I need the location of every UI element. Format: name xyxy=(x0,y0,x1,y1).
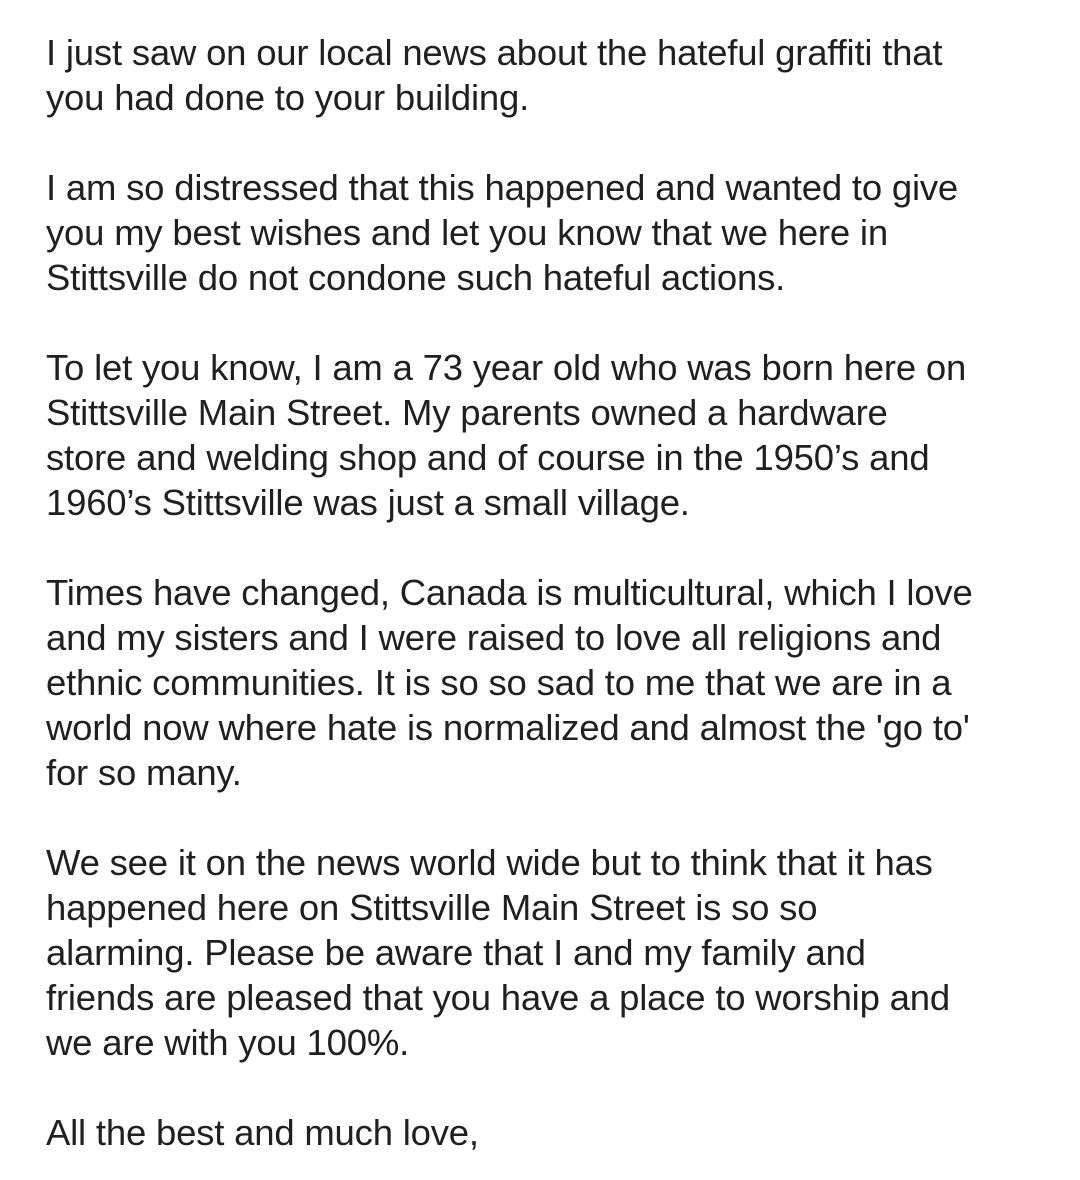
text-line: Times have changed, Canada is multicultural, which I love xyxy=(46,572,973,613)
text-line: To let you know, I am a 73 year old who was born here on xyxy=(46,347,967,388)
text-line: Stittsville Main Street. My parents owned a hardware xyxy=(46,392,888,433)
text-line: Stittsville do not condone such hateful actions. xyxy=(46,257,786,298)
text-line: alarming. Please be aware that I and my family and xyxy=(46,932,866,973)
letter-body xyxy=(46,30,1046,1155)
paragraph-4 xyxy=(46,570,1046,795)
text-line: store and welding shop and of course in the 1950’s and xyxy=(46,437,930,478)
text-line: All the best and much love, xyxy=(46,1112,479,1153)
text-line: happened here on Stittsville Main Street is so so xyxy=(46,887,818,928)
text-line: friends are pleased that you have a place to worship and xyxy=(46,977,950,1018)
paragraph-5 xyxy=(46,840,1046,1065)
text-line: 1960’s Stittsville was just a small village. xyxy=(46,482,690,523)
text-line: world now where hate is normalized and almost the 'go to' xyxy=(46,707,970,748)
text-line: you my best wishes and let you know that we here in xyxy=(46,212,888,253)
text-line: we are with you 100%. xyxy=(46,1022,410,1063)
text-line: I just saw on our local news about the hateful graffiti that xyxy=(46,32,943,73)
text-line: for so many. xyxy=(46,752,242,793)
text-line: you had done to your building. xyxy=(46,77,530,118)
text-line: ethnic communities. It is so so sad to me that we are in a xyxy=(46,662,952,703)
paragraph-6-closing xyxy=(46,1110,1046,1155)
paragraph-2 xyxy=(46,165,1046,300)
text-line: and my sisters and I were raised to love all religions and xyxy=(46,617,942,658)
text-line: I am so distressed that this happened and wanted to give xyxy=(46,167,959,208)
text-line: We see it on the news world wide but to think that it has xyxy=(46,842,933,883)
paragraph-3 xyxy=(46,345,1046,525)
paragraph-1 xyxy=(46,30,1046,120)
